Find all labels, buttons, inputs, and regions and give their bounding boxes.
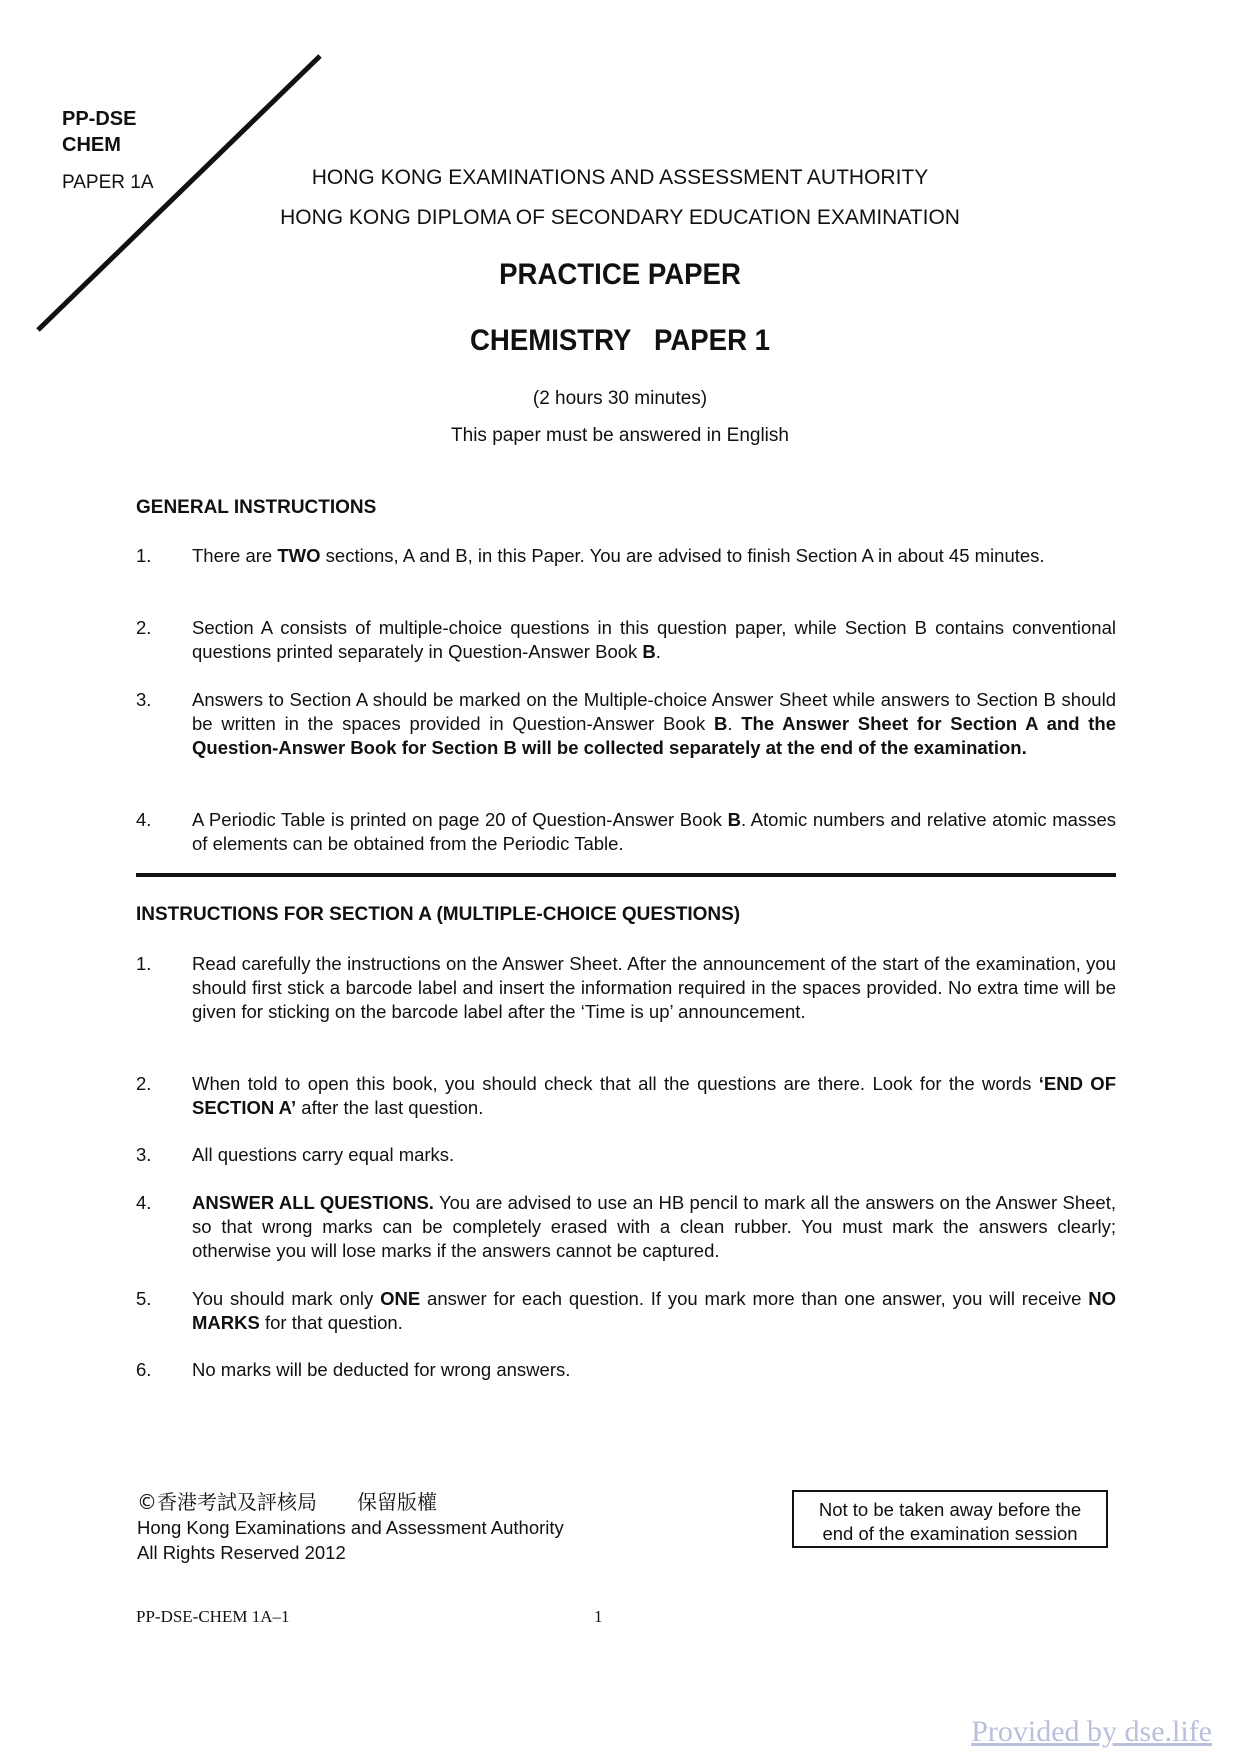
watermark-link[interactable]: Provided by dse.life xyxy=(971,1715,1212,1748)
page-number: 1 xyxy=(594,1607,603,1626)
notice-line1: Not to be taken away before the xyxy=(818,1499,1082,1520)
corner-slash xyxy=(34,54,324,334)
paper-code-line2: CHEM xyxy=(62,134,121,156)
language-note: This paper must be answered in English xyxy=(451,425,789,446)
copyright-rights: All Rights Reserved 2012 xyxy=(137,1542,346,1563)
copyright-english: Hong Kong Examinations and Assessment Authority xyxy=(137,1517,564,1538)
subject-title: CHEMISTRY PAPER 1 xyxy=(469,324,771,357)
practice-paper-title: PRACTICE PAPER xyxy=(499,258,741,291)
copyright-chinese: ©香港考試及評核局 保留版權 xyxy=(137,1490,437,1514)
duration: (2 hours 30 minutes) xyxy=(532,388,708,409)
section-a-heading: INSTRUCTIONS FOR SECTION A (MULTIPLE-CHOICE QUESTIONS) xyxy=(136,904,741,925)
notice-line2: end of the examination session xyxy=(822,1523,1078,1544)
section-divider xyxy=(136,873,1116,877)
footer-code: PP-DSE-CHEM 1A–1 xyxy=(136,1607,290,1626)
paper-label: PAPER 1A xyxy=(62,172,154,193)
paper-code-line1: PP-DSE xyxy=(62,108,137,130)
copyright-block xyxy=(137,1490,564,1565)
notice-box xyxy=(792,1490,1108,1548)
exam-heading: HONG KONG DIPLOMA OF SECONDARY EDUCATION EXAMINATION xyxy=(280,206,960,229)
authority-heading: HONG KONG EXAMINATIONS AND ASSESSMENT AUTHORITY xyxy=(311,166,929,189)
general-instructions-heading: GENERAL INSTRUCTIONS xyxy=(136,497,377,518)
